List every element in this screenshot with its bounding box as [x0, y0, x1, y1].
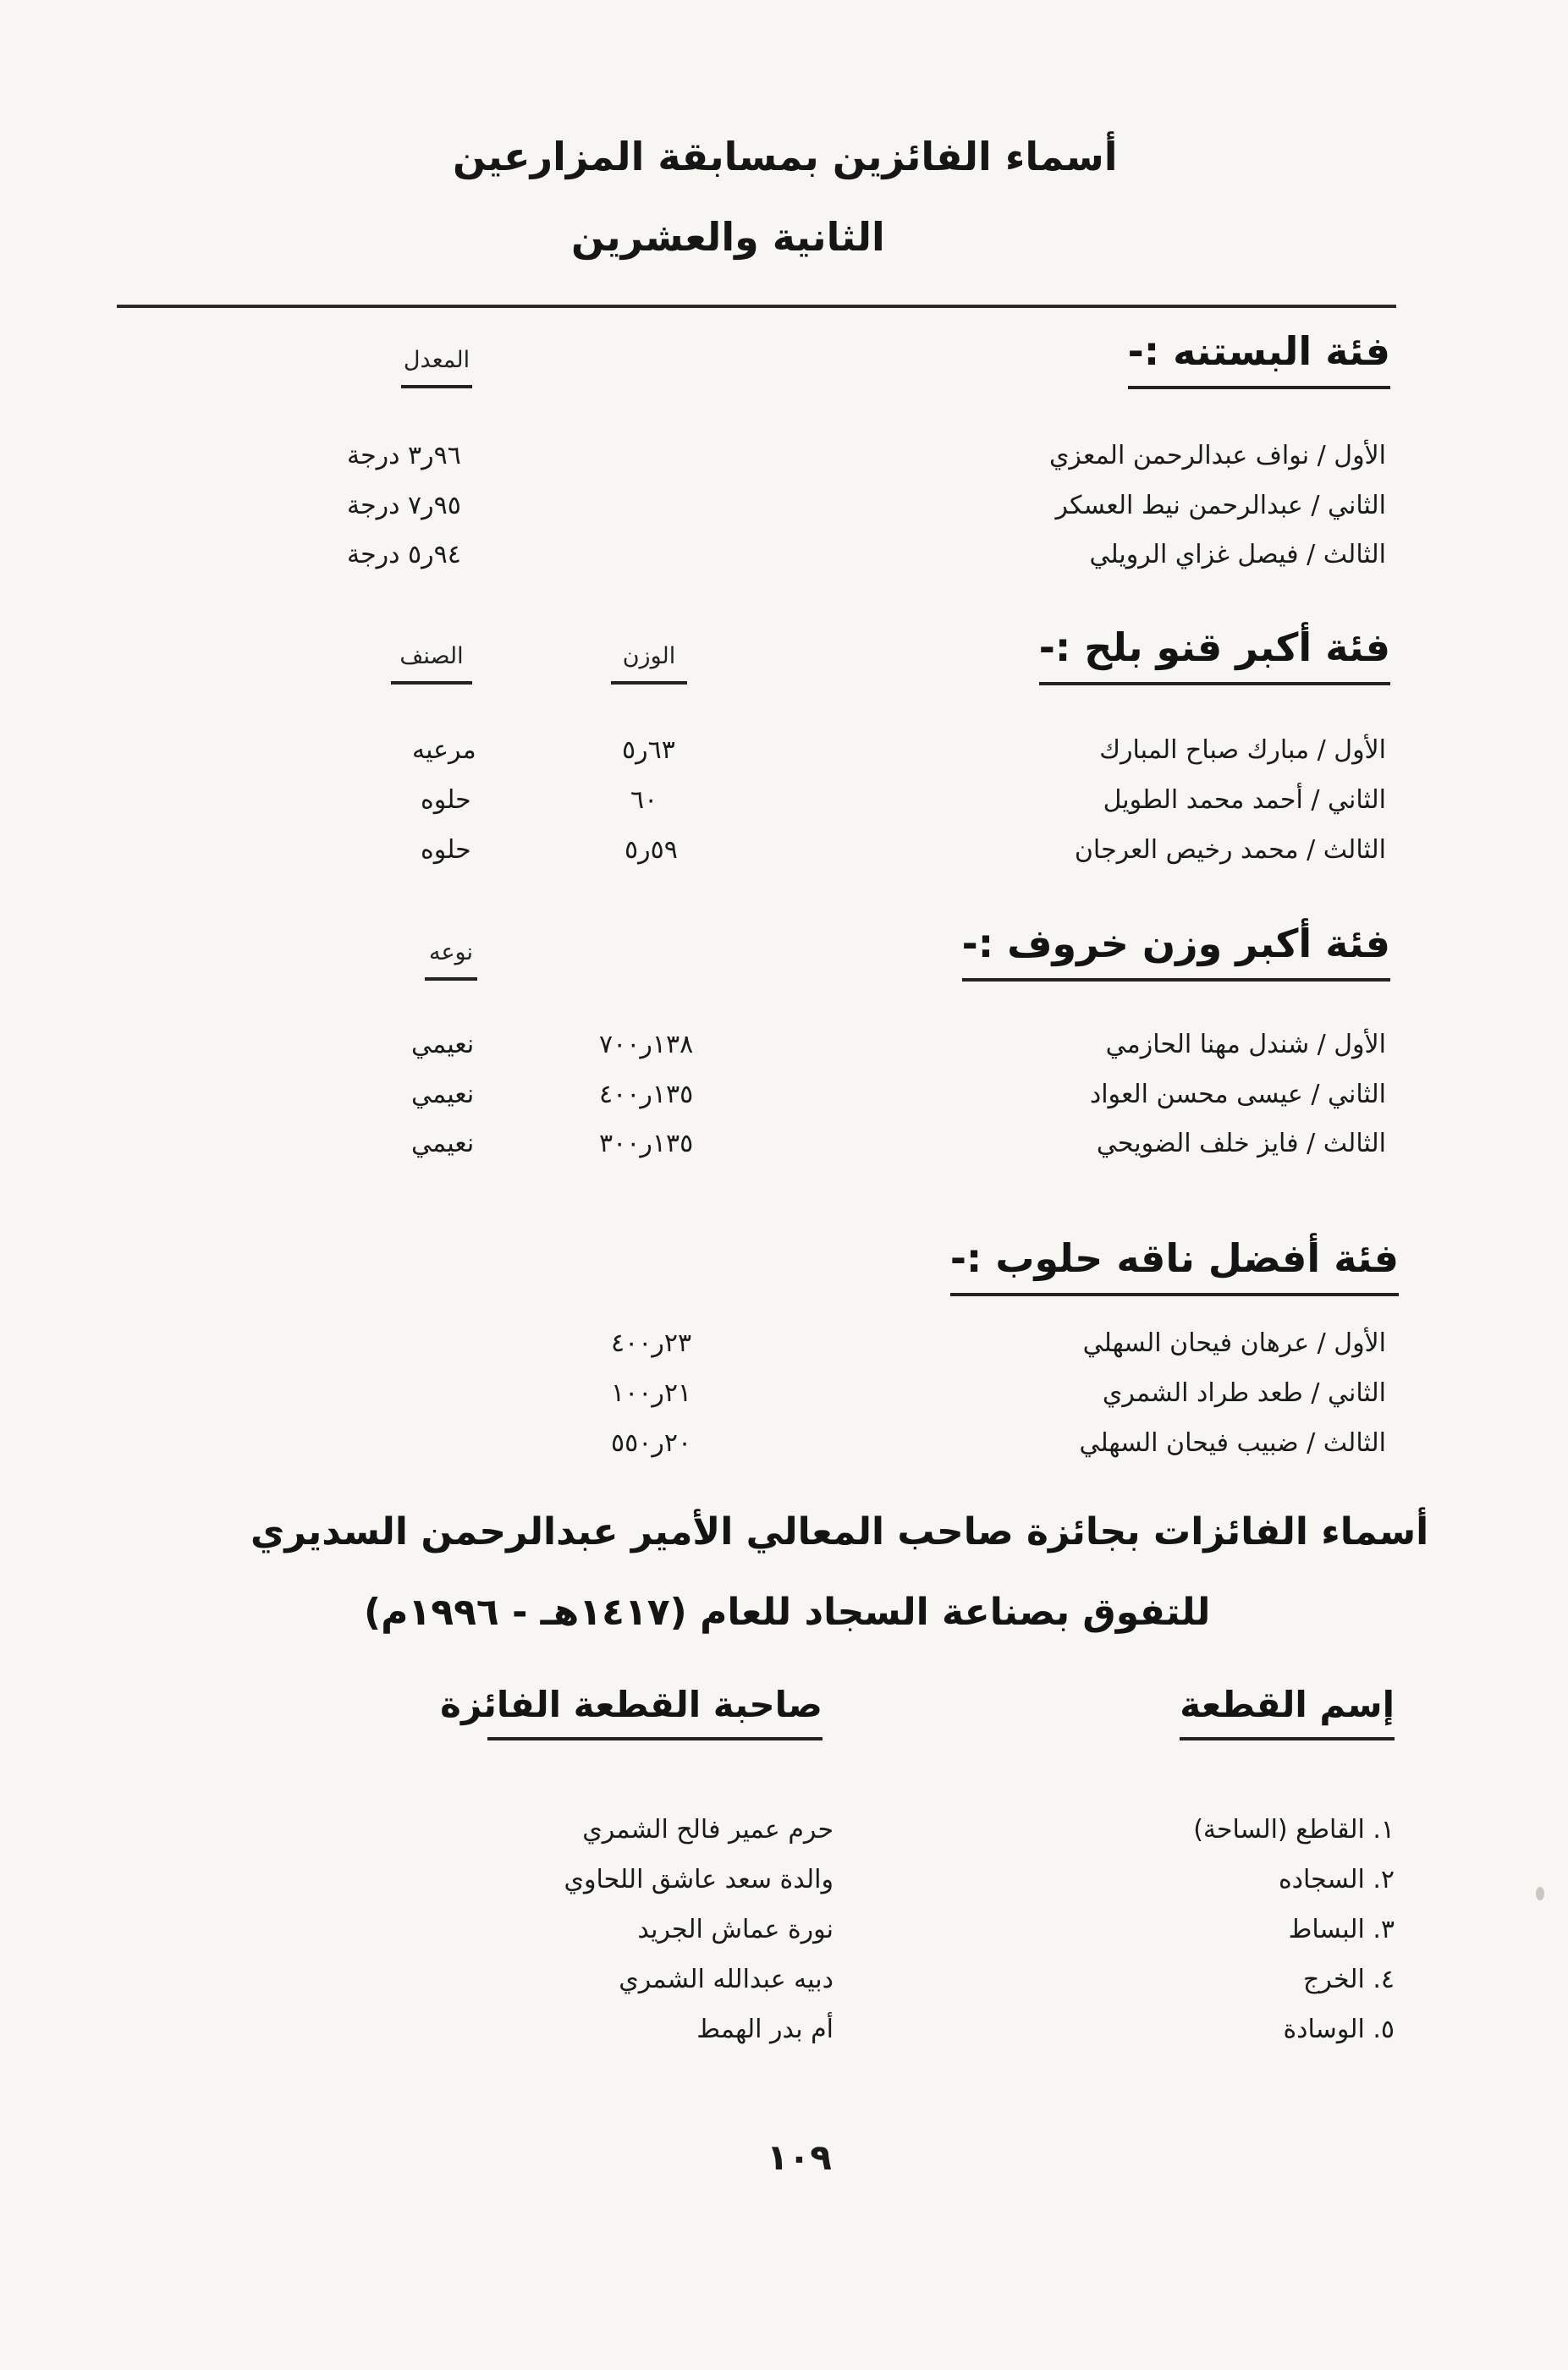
award-title-line2: للتفوق بصناعة السجاد للعام (١٤١٧هـ - ١٩٩٦م)	[364, 1591, 1211, 1634]
page-title-line1: أسماء الفائزين بمسابقة المزارعين	[453, 134, 1118, 179]
sheep-row-3-name: الثالث / فايز خلف الضويحي	[1096, 1129, 1386, 1158]
sheep-row-2-name: الثاني / عيسى محسن العواد	[1089, 1080, 1386, 1109]
carpet-row-2-piece: ٢. السجاده	[1278, 1865, 1395, 1894]
camel-row-3-value: ٢٠ر٥٥٠	[611, 1428, 692, 1458]
dates-row-2-weight: ٦٠	[630, 785, 658, 815]
dates-row-3-variety: حلوه	[421, 835, 471, 865]
carpet-row-4-piece: ٤. الخرج	[1303, 1965, 1395, 1994]
dates-row-1-variety: مرعيه	[412, 735, 476, 765]
sheep-row-2-breed: نعيمي	[411, 1080, 475, 1109]
column-winning-owner: صاحبة القطعة الفائزة	[487, 1684, 823, 1740]
heading-largest-date-cluster: فئة أكبر قنو بلح :-	[1039, 624, 1390, 685]
dates-row-1-weight: ٦٣ر٥	[622, 735, 675, 765]
column-variety: الصنف	[391, 643, 472, 685]
heading-best-dairy-camel: فئة أفضل ناقه حلوب :-	[950, 1235, 1399, 1296]
gardening-row-2-average: ٩٥ر٧ درجة	[347, 491, 461, 520]
title-divider	[117, 305, 1396, 308]
gardening-row-2-name: الثاني / عبدالرحمن نيط العسكر	[1055, 491, 1386, 520]
gardening-row-1-name: الأول / نواف عبدالرحمن المعزي	[1048, 441, 1386, 470]
carpet-row-5-piece: ٥. الوسادة	[1283, 2015, 1395, 2044]
column-piece-name: إسم القطعة	[1180, 1684, 1395, 1740]
column-breed: نوعه	[425, 939, 477, 981]
camel-row-2-name: الثاني / طعد طراد الشمري	[1102, 1378, 1386, 1408]
heading-heaviest-sheep: فئة أكبر وزن خروف :-	[962, 921, 1390, 982]
sheep-row-1-weight: ١٣٨ر٧٠٠	[599, 1030, 694, 1059]
dates-row-2-name: الثاني / أحمد محمد الطويل	[1103, 785, 1386, 815]
sheep-row-3-weight: ١٣٥ر٣٠٠	[599, 1129, 694, 1158]
camel-row-1-name: الأول / عرهان فيحان السهلي	[1082, 1328, 1386, 1358]
scan-speck	[1536, 1887, 1544, 1900]
dates-row-1-name: الأول / مبارك صباح المبارك	[1099, 735, 1386, 765]
gardening-row-3-name: الثالث / فيصل غزاي الرويلي	[1089, 540, 1386, 569]
gardening-row-1-average: ٩٦ر٣ درجة	[347, 441, 461, 470]
carpet-row-3-piece: ٣. البساط	[1288, 1915, 1395, 1944]
camel-row-1-value: ٢٣ر٤٠٠	[611, 1328, 692, 1358]
dates-row-3-name: الثالث / محمد رخيص العرجان	[1074, 835, 1386, 865]
dates-row-2-variety: حلوه	[421, 785, 471, 815]
carpet-row-4-owner: دبيه عبدالله الشمري	[619, 1965, 834, 1994]
dates-row-3-weight: ٥٩ر٥	[624, 835, 678, 865]
page-title-line2: الثانية والعشرين	[571, 214, 885, 260]
sheep-row-1-name: الأول / شندل مهنا الحازمي	[1105, 1030, 1386, 1059]
column-average: المعدل	[401, 347, 472, 388]
gardening-row-3-average: ٩٤ر٥ درجة	[347, 540, 461, 569]
carpet-row-5-owner: أم بدر الهمط	[696, 2015, 834, 2044]
camel-row-2-value: ٢١ر١٠٠	[611, 1378, 692, 1408]
camel-row-3-name: الثالث / ضبيب فيحان السهلي	[1079, 1428, 1386, 1458]
sheep-row-1-breed: نعيمي	[411, 1030, 475, 1059]
sheep-row-2-weight: ١٣٥ر٤٠٠	[599, 1080, 694, 1109]
award-title-line1: أسماء الفائزات بجائزة صاحب المعالي الأمير عبدالرحمن السديري	[250, 1510, 1429, 1553]
carpet-row-1-piece: ١. القاطع (الساحة)	[1193, 1815, 1395, 1845]
page-number: ١٠٩	[767, 2136, 832, 2178]
carpet-row-3-owner: نورة عماش الجريد	[637, 1915, 834, 1944]
heading-gardening: فئة البستنه :-	[1128, 328, 1390, 389]
carpet-row-2-owner: والدة سعد عاشق اللحاوي	[564, 1865, 834, 1894]
carpet-row-1-owner: حرم عمير فالح الشمري	[582, 1815, 834, 1845]
sheep-row-3-breed: نعيمي	[411, 1129, 475, 1158]
column-weight: الوزن	[611, 643, 687, 685]
